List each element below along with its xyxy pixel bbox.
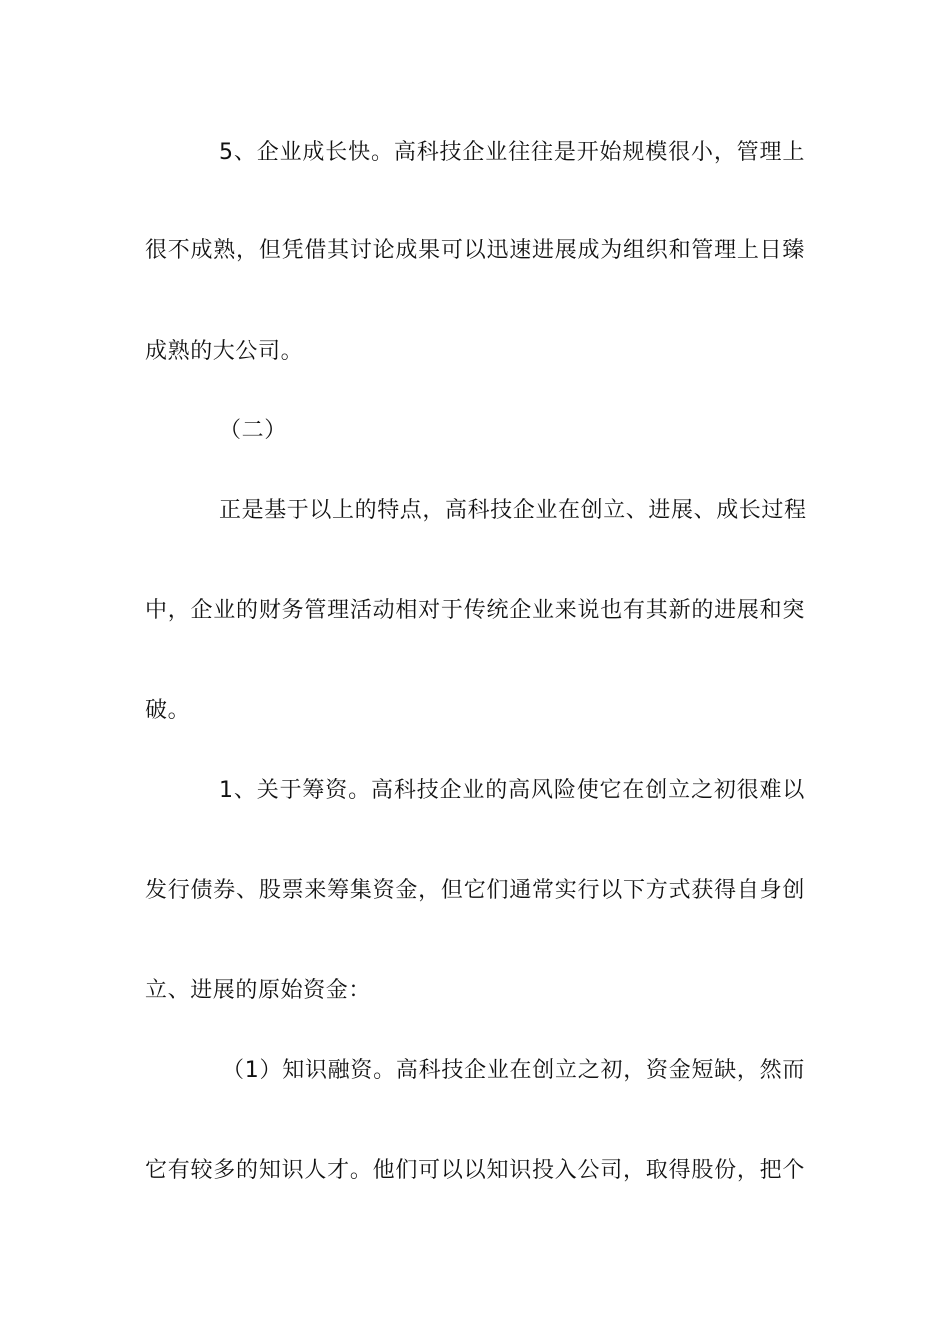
paragraph-financing-line-3: 立、进展的原始资金： (145, 978, 372, 1003)
paragraph-knowledge-line-2: 它有较多的知识人才。他们可以以知识投入公司，取得股份，把个 (145, 1158, 805, 1183)
paragraph-intro-line-1: 正是基于以上的特点，高科技企业在创立、进展、成长过程 (219, 498, 807, 523)
paragraph-financing-line-2: 发行债券、股票来筹集资金，但它们通常实行以下方式获得自身创 (145, 878, 805, 903)
paragraph-financing-line-1: 1、关于筹资。高科技企业的高风险使它在创立之初很难以 (219, 778, 805, 803)
paragraph-intro-line-3: 破。 (145, 698, 191, 723)
paragraph-intro-line-2: 中，企业的财务管理活动相对于传统企业来说也有其新的进展和突 (145, 598, 805, 623)
paragraph-knowledge-line-1: （1）知识融资。高科技企业在创立之初，资金短缺，然而 (222, 1058, 805, 1083)
section-heading: （二） (219, 418, 287, 443)
paragraph-5-line-3: 成熟的大公司。 (145, 339, 304, 364)
paragraph-5-line-1: 5、企业成长快。高科技企业往往是开始规模很小，管理上 (219, 140, 805, 165)
paragraph-5-line-2: 很不成熟，但凭借其讨论成果可以迅速进展成为组织和管理上日臻 (145, 238, 805, 263)
